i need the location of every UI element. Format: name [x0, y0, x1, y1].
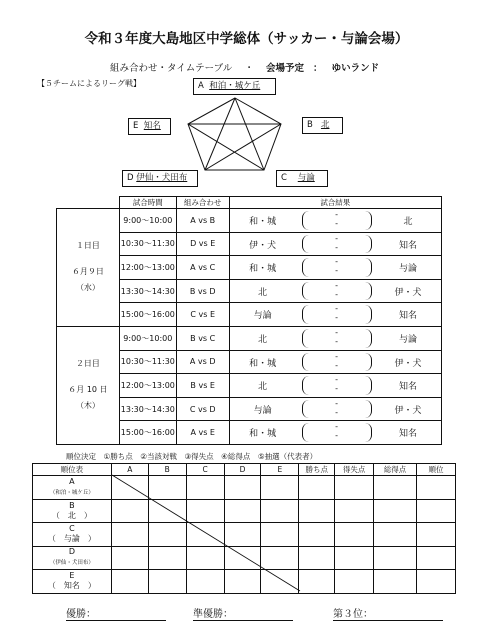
- team-e-name: 知名: [143, 121, 161, 131]
- match-pair: D vs E: [176, 232, 229, 256]
- match-pair: A vs D: [176, 350, 229, 374]
- standings-header-cell: 得失点: [335, 464, 374, 476]
- match-time: 10:30～11:30: [119, 350, 176, 374]
- score-dash: - -: [335, 375, 339, 394]
- match-result: [229, 374, 441, 398]
- result-left-team: 北: [258, 334, 268, 345]
- standings-cell[interactable]: [148, 499, 186, 523]
- match-time: 13:30～14:30: [119, 279, 176, 303]
- standings-cell[interactable]: [224, 476, 261, 500]
- result-left-team: 伊・犬: [249, 240, 277, 251]
- link-a-c: [235, 98, 264, 170]
- league-diagram: [160, 90, 320, 180]
- subtitle-colon: ：: [313, 63, 323, 74]
- link-e-c: [188, 124, 264, 170]
- result-right-team: 伊・犬: [394, 405, 422, 416]
- match-pair: B vs D: [176, 279, 229, 303]
- standings-cell[interactable]: [335, 546, 374, 570]
- team-c-letter: C: [281, 173, 287, 183]
- header-time: 試合時間: [119, 197, 176, 209]
- match-result: [229, 326, 441, 350]
- day-label: １日目: [75, 241, 100, 251]
- schedule-header-row: [57, 197, 442, 209]
- winner-label: 優勝：: [66, 605, 166, 621]
- league-note: 【５チームによるリーグ戦】: [37, 79, 141, 88]
- match-pair: A vs E: [176, 421, 229, 445]
- standings-row-label: [33, 476, 112, 500]
- standings-cell[interactable]: [417, 499, 456, 523]
- venue-name: ゆいランド: [331, 63, 380, 74]
- team-d-name: 伊仙・犬田布: [136, 173, 188, 183]
- standings-header-cell: B: [148, 464, 186, 476]
- standings-cell[interactable]: [224, 546, 261, 570]
- match-time: 15:00～16:00: [119, 303, 176, 327]
- standings-cell[interactable]: [148, 523, 186, 547]
- team-b-name: 北: [320, 120, 330, 130]
- subtitle-dot: ・: [244, 63, 254, 74]
- standings-cell[interactable]: [417, 546, 456, 570]
- standings-cell[interactable]: [261, 546, 299, 570]
- result-left-team: 北: [258, 382, 268, 393]
- match-time: 10:30～11:30: [119, 232, 176, 256]
- standings-cell[interactable]: [148, 546, 186, 570]
- standings-cell[interactable]: [224, 499, 261, 523]
- score-bracket: [302, 422, 372, 443]
- standings-cell[interactable]: [335, 499, 374, 523]
- row-team-name: （伊仙・犬田布）: [49, 560, 94, 567]
- standings-cell[interactable]: [299, 476, 335, 500]
- standings-cell[interactable]: [186, 523, 224, 547]
- match-time: 9:00～10:00: [119, 326, 176, 350]
- standings-cell[interactable]: [111, 499, 148, 523]
- match-pair: C vs E: [176, 303, 229, 327]
- score-dash: - -: [335, 257, 339, 276]
- row-team-name: （ 北 ）: [51, 510, 92, 520]
- row-team-name: （和泊・城ケ丘）: [49, 489, 94, 496]
- day-date: ６月９日: [71, 267, 104, 277]
- standings-cell[interactable]: [111, 476, 148, 500]
- match-row: [57, 209, 442, 233]
- pentagon-outline: [188, 98, 281, 170]
- subtitle: [110, 60, 379, 74]
- standings-header-cell: 総得点: [374, 464, 417, 476]
- result-right-team: 伊・犬: [394, 358, 422, 369]
- standings-cell[interactable]: [186, 476, 224, 500]
- score-bracket: [302, 375, 372, 396]
- standings-row: [33, 570, 456, 594]
- standings-cell[interactable]: [186, 499, 224, 523]
- match-pair: C vs D: [176, 397, 229, 421]
- row-letter: B: [69, 500, 75, 510]
- match-result: [229, 303, 441, 327]
- standings-table: [32, 463, 456, 594]
- score-dash: - -: [335, 304, 339, 323]
- standings-cell[interactable]: [148, 476, 186, 500]
- standings-row: [33, 546, 456, 570]
- schedule-corner: [57, 197, 120, 209]
- match-time: 15:00～16:00: [119, 421, 176, 445]
- team-e-letter: E: [133, 121, 139, 131]
- score-bracket: [302, 210, 372, 231]
- standings-row-label: [33, 523, 112, 547]
- result-left-team: 与論: [253, 405, 272, 416]
- score-dash: - -: [335, 351, 339, 370]
- match-result: [229, 209, 441, 233]
- standings-cell[interactable]: [186, 546, 224, 570]
- standings-cell[interactable]: [417, 476, 456, 500]
- match-time: 13:30～14:30: [119, 397, 176, 421]
- result-right-team: 知名: [398, 382, 417, 393]
- rank-rule: 順位決定 ①勝ち点 ②当該対戦 ③得失点 ④総得点 ⑤抽選（代表者）: [66, 452, 318, 461]
- match-pair: A vs B: [176, 209, 229, 233]
- footer-third: [333, 605, 443, 621]
- score-dash: - -: [335, 327, 339, 346]
- third-label: 第３位：: [333, 605, 443, 621]
- standings-row: [33, 499, 456, 523]
- result-right-team: 知名: [398, 240, 417, 251]
- team-box-c: [276, 170, 328, 187]
- team-box-d: [122, 170, 198, 187]
- match-result: [229, 232, 441, 256]
- result-right-team: 伊・犬: [394, 287, 422, 298]
- score-bracket: [302, 304, 372, 325]
- standings-header-cell: 順位: [417, 464, 456, 476]
- result-right-team: 与論: [398, 334, 417, 345]
- standings-cell[interactable]: [374, 546, 417, 570]
- standings-header-cell: 勝ち点: [299, 464, 335, 476]
- match-result: [229, 350, 441, 374]
- team-a-name: 和泊・城ケ丘: [209, 81, 261, 91]
- standings-header-cell: E: [261, 464, 299, 476]
- score-dash: - -: [335, 233, 339, 252]
- row-team-name: （ 与論 ）: [47, 534, 96, 544]
- result-right-team: 知名: [398, 311, 417, 322]
- match-row: [57, 326, 442, 350]
- day-weekday: （木）: [75, 401, 100, 411]
- standings-cell[interactable]: [148, 570, 186, 594]
- team-box-e: [128, 118, 171, 135]
- score-bracket: [302, 352, 372, 373]
- match-time: 9:00～10:00: [119, 209, 176, 233]
- standings-header-row: [33, 464, 456, 476]
- standings-row-label: [33, 499, 112, 523]
- result-right-team: 知名: [398, 429, 417, 440]
- venue-label: 会場予定: [265, 63, 304, 74]
- standings-cell[interactable]: [374, 499, 417, 523]
- score-dash: - -: [335, 280, 339, 299]
- score-bracket: [302, 257, 372, 278]
- header-result: 試合結果: [229, 197, 441, 209]
- standings-cell[interactable]: [417, 570, 456, 594]
- standings-cell[interactable]: [224, 523, 261, 547]
- day-date: ６月 10 日: [68, 385, 108, 395]
- result-left-team: 和・城: [249, 264, 277, 275]
- team-c-name: 与論: [297, 173, 315, 183]
- team-b-letter: B: [307, 120, 313, 130]
- standings-row-label: [33, 570, 112, 594]
- standings-row: [33, 476, 456, 500]
- standings-cell[interactable]: [335, 570, 374, 594]
- standings-cell[interactable]: [299, 499, 335, 523]
- standings-cell[interactable]: [111, 546, 148, 570]
- standings-row-label: [33, 546, 112, 570]
- header-pair: 組み合わせ: [176, 197, 229, 209]
- standings-cell[interactable]: [261, 499, 299, 523]
- footer-runner-up: [193, 605, 293, 621]
- row-letter: A: [69, 476, 75, 486]
- result-left-team: 和・城: [249, 429, 277, 440]
- score-dash: - -: [335, 210, 339, 228]
- standings-cell[interactable]: [186, 570, 224, 594]
- standings-cell[interactable]: [299, 523, 335, 547]
- match-time: 12:00～13:00: [119, 256, 176, 280]
- standings-cell[interactable]: [335, 523, 374, 547]
- standings-cell[interactable]: [261, 476, 299, 500]
- team-a-letter: A: [198, 81, 204, 91]
- day-cell: [57, 326, 120, 444]
- result-left-team: 与論: [253, 311, 272, 322]
- standings-cell[interactable]: [417, 523, 456, 547]
- standings-cell[interactable]: [224, 570, 261, 594]
- standings-cell[interactable]: [299, 570, 335, 594]
- day-weekday: （水）: [75, 283, 100, 293]
- row-letter: D: [68, 547, 75, 557]
- link-b-d: [205, 124, 281, 170]
- score-dash: - -: [335, 422, 339, 441]
- footer-winner: [66, 605, 166, 621]
- result-left-team: 北: [258, 287, 268, 298]
- result-right-team: 与論: [398, 264, 417, 275]
- standings-header-cell: A: [111, 464, 148, 476]
- row-team-name: （ 知名 ）: [47, 581, 96, 591]
- score-dash: - -: [335, 398, 339, 417]
- team-d-letter: D: [127, 173, 134, 183]
- standings-cell[interactable]: [335, 476, 374, 500]
- standings-header-cell: D: [224, 464, 261, 476]
- result-right-team: 北: [403, 217, 413, 227]
- standings-cell[interactable]: [299, 546, 335, 570]
- standings-cell[interactable]: [374, 476, 417, 500]
- match-result: [229, 397, 441, 421]
- match-time: 12:00～13:00: [119, 374, 176, 398]
- match-result: [229, 256, 441, 280]
- standings-row: [33, 523, 456, 547]
- row-letter: C: [69, 524, 75, 534]
- standings-cell[interactable]: [261, 570, 299, 594]
- standings-cell[interactable]: [261, 523, 299, 547]
- result-left-team: 和・城: [249, 358, 277, 369]
- match-pair: B vs E: [176, 374, 229, 398]
- match-result: [229, 279, 441, 303]
- standings-cell[interactable]: [111, 570, 148, 594]
- match-pair: B vs C: [176, 326, 229, 350]
- standings-cell[interactable]: [374, 523, 417, 547]
- result-left-team: 和・城: [249, 217, 277, 227]
- subtitle-left: 組み合わせ・タイムテーブル: [110, 63, 233, 74]
- score-bracket: [302, 234, 372, 255]
- link-a-d: [205, 98, 235, 170]
- runner-up-label: 準優勝：: [193, 605, 293, 621]
- team-box-a: [193, 78, 276, 95]
- day-label: ２日目: [75, 359, 100, 369]
- score-bracket: [302, 281, 372, 302]
- standings-header-cell: 順位表: [33, 464, 112, 476]
- score-bracket: [302, 328, 372, 349]
- match-pair: A vs C: [176, 256, 229, 280]
- standings-cell[interactable]: [374, 570, 417, 594]
- score-bracket: [302, 399, 372, 420]
- match-result: [229, 421, 441, 445]
- page-title: 令和３年度大島地区中学総体（サッカー・与論会場）: [84, 31, 409, 47]
- schedule-table: [56, 196, 442, 445]
- standings-header-cell: C: [186, 464, 224, 476]
- day-cell: [57, 209, 120, 327]
- team-box-b: [302, 117, 343, 134]
- row-letter: E: [69, 571, 75, 581]
- standings-cell[interactable]: [111, 523, 148, 547]
